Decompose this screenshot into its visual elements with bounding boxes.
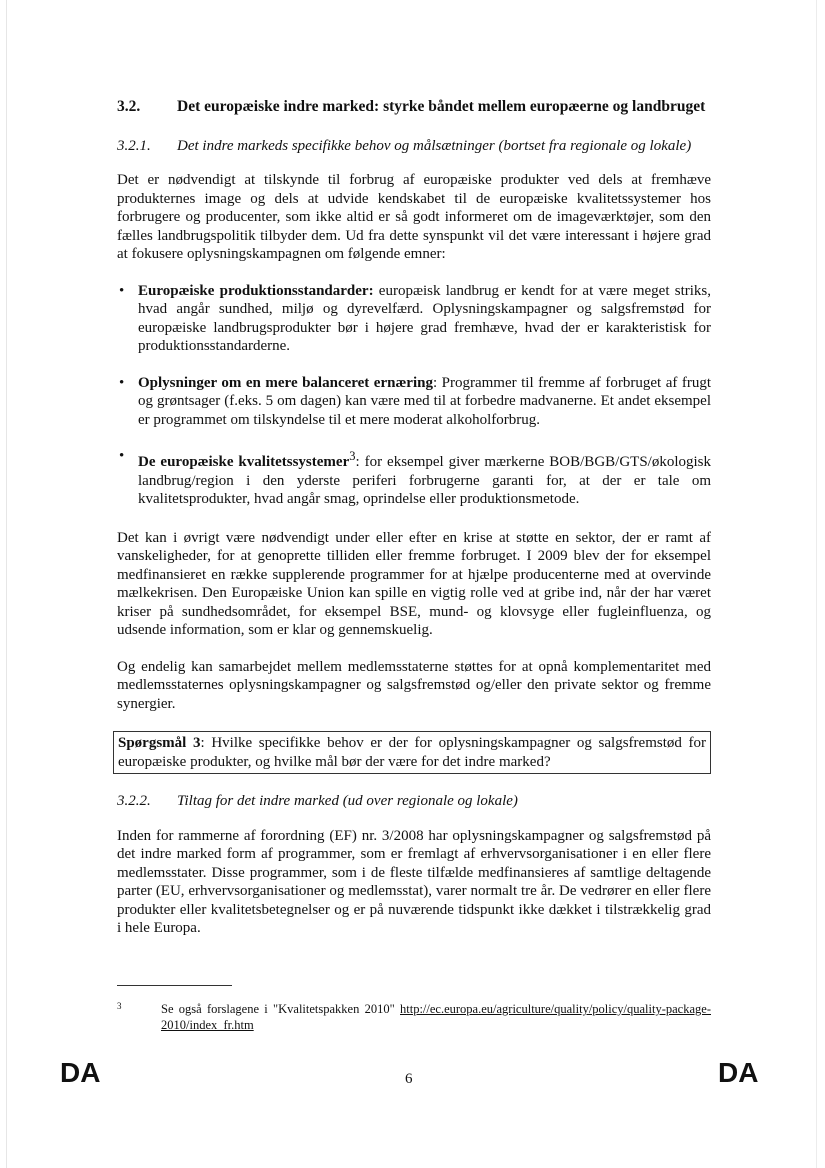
language-code-left: DA — [60, 1057, 101, 1088]
bullet-lead: Oplysninger om en mere balanceret ernæring — [138, 374, 433, 391]
paragraph-crisis: Det kan i øvrigt være nødvendigt under eller efter en krise at støtte en sektor, der er ramt af vanskeligheder, for at genoprette tilliden eller fremme forbruget. I 2009 blev der for eksempel medfinansieret en række supplerende programmer for at hjælpe producenterne med at overvinde mælkekrisen. Den Europæiske Union kan spille en vigtig rolle ved at gribe ind, når der har været kriser på sundhedsområdet, for eksempel BSE, mund- og klovsyge eller fugleinfluenza, og udsende information, som er klar og gennemskuelig. — [117, 529, 711, 638]
bullet-icon: • — [119, 374, 125, 391]
subsection-heading-2 — [117, 792, 711, 811]
paragraph-programmes: Inden for rammerne af forordning (EF) nr. 3/2008 har oplysningskampagner og salgsfremstød på det indre marked form af programmer, som er fremlagt af erhvervsorganisationer i en eller flere medlemsstater. Disse programmer, som i de fleste tilfælde medfinansieres af samtlige deltagende parter (EU, erhvervsorganisationer og medlemsstat), varer normalt tre år. De vedrører en eller flere produkter eller kvalitetsbetegnelser og er på nuværende tidspunkt ikke dækket i tilstrækkelig grad i hele Europa. — [117, 827, 711, 936]
footnote-divider — [117, 985, 232, 986]
intro-paragraph: Det er nødvendigt at tilskynde til forbrug af europæiske produkter ved dels at fremhæve produkternes image og dels at udvide kendskabet til de europæiske kvalitetssystemer hos forbrugere og producenter, som ikke altid er så godt informeret om de imageværktøjer, som den fælles landbrugspolitik tilbyder dem. Ud fra dette synspunkt vil det være interessant i højere grad at fokusere oplysningskampagnen om følgende emner: — [117, 172, 711, 262]
bullet-list — [117, 282, 711, 509]
scan-edge-right — [816, 0, 817, 1168]
section-title: Det europæiske indre marked: styrke båndet mellem europæerne og landbruget — [177, 98, 706, 115]
bullet-lead: De europæiske kvalitetssystemer — [138, 454, 350, 470]
section-heading — [117, 98, 711, 117]
footnote-body — [161, 1002, 711, 1033]
bullet-text: : Programmer til fremme af forbruget af frugt og grøntsager (f.eks. 5 om dagen) kan være med til at forbedre madvanerne. Et andet eksempel er programmet om tilskyndelse til et mere moderat alkoholforbrug. — [138, 374, 712, 428]
subsection-number: 3.2.1. — [117, 137, 151, 154]
bullet-lead: Europæiske produktionsstandarder: — [138, 282, 374, 299]
subsection-number: 3.2.2. — [117, 793, 151, 809]
question-label: Spørgsmål 3 — [118, 735, 201, 751]
footnote-link[interactable]: http://ec.europa.eu/agriculture/quality/policy/quality-package-2010/index_fr.htm — [161, 1002, 711, 1032]
bullet-text: : for eksempel giver mærkerne BOB/BGB/GTS/økologisk landbrug/region i den yderste periferi forbrugerne garanti for, at der er tale om kvalitetsprodukter, hvad angår smag, oprindelse eller produktionsmetode. — [138, 454, 711, 507]
subsection-heading-1 — [117, 137, 711, 156]
scan-edge-left — [6, 0, 7, 1168]
language-code-right: DA — [718, 1057, 759, 1088]
subsection-title: Tiltag for det indre marked (ud over regionale og lokale) — [177, 793, 518, 809]
page-number: 6 — [405, 1071, 413, 1087]
subsection-title: Det indre markeds specifikke behov og målsætninger (bortset fra regionale og lokale) — [177, 137, 692, 154]
footnote-ref[interactable]: 3 — [349, 449, 356, 463]
bullet-item — [117, 282, 711, 356]
section-number: 3.2. — [117, 98, 141, 115]
paragraph-cooperation: Og endelig kan samarbejdet mellem medlemsstaterne støttes for at opnå komplementaritet med medlemsstaternes oplysningskampagner og salgsfremstød og/eller den private sektor og fremme synergier. — [117, 658, 711, 712]
bullet-icon: • — [119, 282, 125, 299]
footnote — [117, 1002, 711, 1033]
footnote-mark: 3 — [117, 1001, 122, 1011]
footnote-text: Se også forslagene i "Kvalitetspakken 2010" — [161, 1002, 400, 1016]
bullet-item — [117, 374, 711, 430]
bullet-icon: • — [119, 448, 125, 464]
bullet-item — [117, 447, 711, 509]
document-page — [117, 98, 711, 956]
question-text: : Hvilke specifikke behov er der for oplysningskampagner og salgsfremstød for europæiske produkter, og hvilke mål bør der være for det indre marked? — [118, 735, 707, 770]
bullet-text: europæisk landbrug er kendt for at være meget striks, hvad angår sundhed, miljø og dyrevelfærd. Oplysningskampagner og salgsfremstød for europæiske landbrugsprodukter bør i højere grad fremhæve, hvad der er karakteristisk for produktionsstandarderne. — [138, 282, 711, 354]
question-box — [113, 731, 711, 774]
